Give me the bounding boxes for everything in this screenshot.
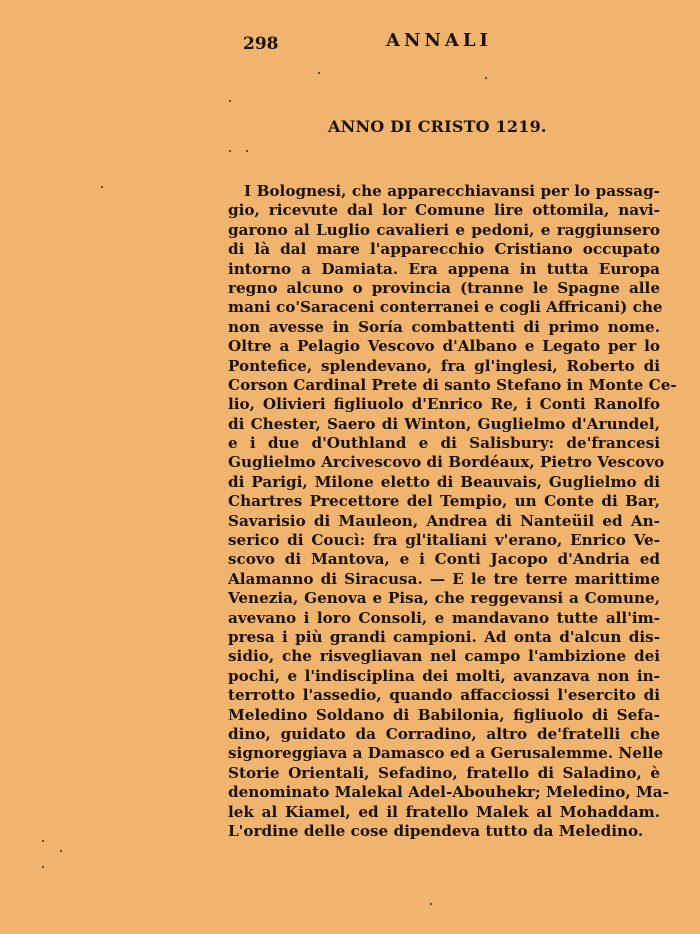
text-line: di Chester, Saero di Winton, Guglielmo d'Arundel, bbox=[228, 414, 660, 433]
text-line: Guglielmo Arcivescovo di Bordéaux, Pietro Vescovo bbox=[228, 453, 665, 472]
text-line: dino, guidato da Corradino, altro de'fratelli che bbox=[228, 724, 660, 743]
text-line: e i due d'Outhland e di Salisbury: de'francesi bbox=[228, 434, 660, 453]
text-line: denominato Malekal Adel-Abouhekr; Meledino, Ma- bbox=[228, 783, 669, 802]
text-line: Oltre a Pelagio Vescovo d'Albano e Legato per lo bbox=[228, 337, 660, 356]
text-line: garono al Luglio cavalieri e pedoni, e raggiunsero bbox=[228, 220, 660, 239]
text-line: Savarisio di Mauleon, Andrea di Nanteüil ed An- bbox=[228, 511, 660, 530]
body-text bbox=[228, 182, 677, 841]
text-line: I Bolognesi, che apparecchiavansi per lo passag- bbox=[244, 182, 660, 200]
running-title: ANNALI bbox=[386, 30, 492, 51]
text-line: di là dal mare l'apparecchio Cristiano occupato bbox=[228, 240, 660, 259]
text-line: Alamanno di Siracusa. — E le tre terre marittime bbox=[228, 569, 660, 588]
text-line: Chartres Precettore del Tempio, un Conte di Bar, bbox=[228, 492, 660, 511]
page-number: 298 bbox=[243, 34, 279, 54]
ink-speck bbox=[60, 850, 62, 852]
ink-speck bbox=[101, 186, 103, 188]
text-line: Venezia, Genova e Pisa, che reggevansi a Comune, bbox=[228, 589, 660, 608]
running-head bbox=[0, 30, 700, 56]
text-line: lek al Kiamel, ed il fratello Malek al Mohaddam. bbox=[228, 802, 660, 821]
text-line: terrotto l'assedio, quando affacciossi l'esercito di bbox=[228, 686, 660, 705]
ink-speck bbox=[318, 72, 320, 74]
text-line: lio, Olivieri figliuolo d'Enrico Re, i Conti Ranolfo bbox=[228, 395, 660, 414]
text-line: Meledino Soldano di Babilonia, figliuolo di Sefa- bbox=[228, 705, 660, 724]
text-line: regno alcuno o provincia (tranne le Spagne alle bbox=[228, 278, 660, 297]
text-line: L'ordine delle cose dipendeva tutto da Meledino. bbox=[228, 821, 644, 840]
text-line: intorno a Damiata. Era appena in tutta Europa bbox=[228, 259, 660, 278]
text-line: Storie Orientali, Sefadino, fratello di Saladino, è bbox=[228, 763, 660, 782]
text-line: mani co'Saraceni conterranei e cogli Affricani) che bbox=[228, 298, 663, 317]
ink-speck bbox=[42, 840, 44, 842]
ink-speck bbox=[430, 903, 432, 905]
ink-speck bbox=[229, 150, 231, 152]
ink-speck bbox=[246, 150, 248, 152]
text-line: avevano i loro Consoli, e mandavano tutte all'im- bbox=[228, 608, 660, 627]
text-line: sidio, che risvegliavan nel campo l'ambizione dei bbox=[228, 647, 660, 666]
text-line: scovo di Mantova, e i Conti Jacopo d'Andria ed bbox=[228, 550, 660, 569]
text-line: gio, ricevute dal lor Comune lire ottomila, navi- bbox=[228, 201, 660, 220]
text-line: presa i più grandi campioni. Ad onta d'alcun dis- bbox=[228, 627, 660, 646]
section-heading: ANNO DI CRISTO 1219. bbox=[328, 117, 547, 136]
ink-speck bbox=[229, 100, 231, 102]
text-line: serico di Coucì: fra gl'italiani v'erano, Enrico Ve- bbox=[228, 531, 660, 550]
text-line: pochi, e l'indisciplina dei molti, avanzava non in- bbox=[228, 666, 660, 685]
ink-speck bbox=[485, 77, 487, 79]
text-line: di Parigi, Milone eletto di Beauvais, Guglielmo di bbox=[228, 472, 660, 491]
text-line: Pontefice, splendevano, fra gl'inglesi, Roberto di bbox=[228, 356, 660, 375]
ink-speck bbox=[42, 866, 44, 868]
text-line: Corson Cardinal Prete di santo Stefano in Monte Ce- bbox=[228, 375, 677, 394]
text-line: signoreggiava a Damasco ed a Gerusalemme. Nelle bbox=[228, 744, 664, 763]
text-line: non avesse in Soría combattenti di primo nome. bbox=[228, 317, 660, 336]
